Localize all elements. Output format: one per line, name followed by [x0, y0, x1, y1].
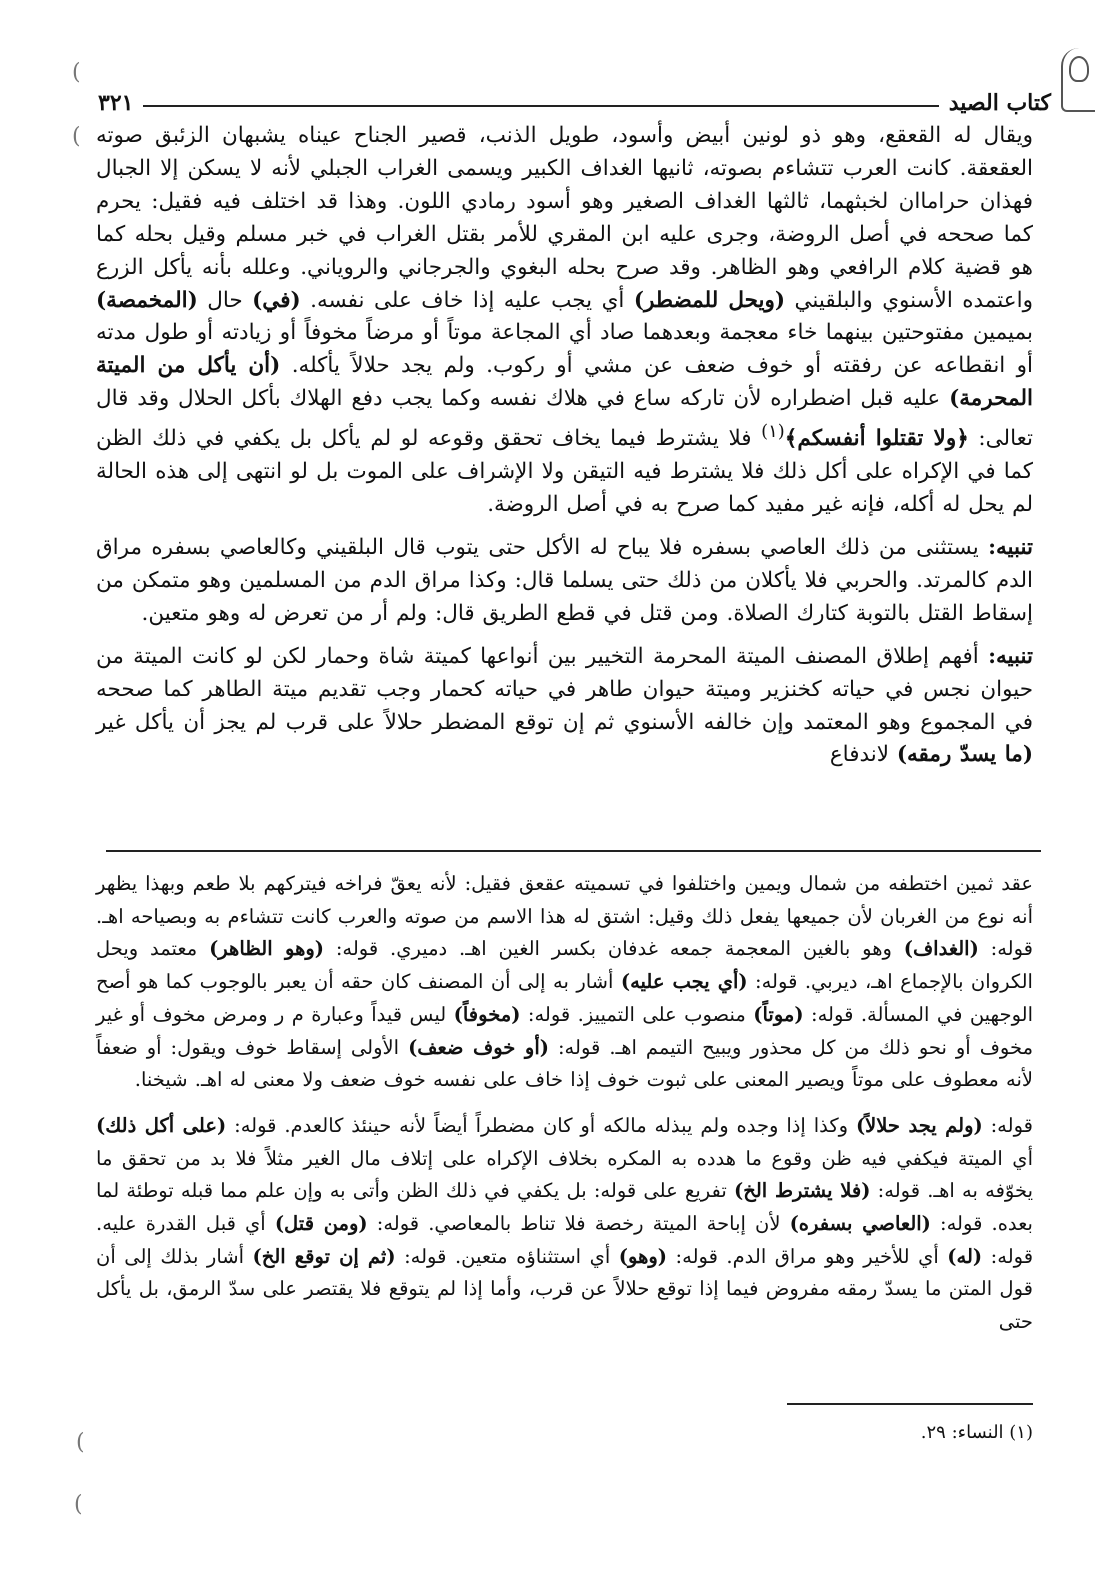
bold-term: (وهو الظاهر): [209, 937, 325, 961]
bold-term: (فلا يشترط الخ): [734, 1179, 871, 1203]
bold-term: (وهو): [618, 1244, 668, 1268]
bold-term: (على أكل ذلك): [96, 1113, 227, 1137]
note-paragraph: [96, 641, 1033, 773]
text-run: أي الميتة فيكفي فيه ظن وقوع ما هدده به المكره بخلاف الإكراه على إتلاف مال الغير مثلاً فلا بد من تحقق ما يخوّفه به اهـ. قوله:: [96, 1146, 1033, 1203]
text-run: ويقال له القعقع، وهو ذو لونين أبيض وأسود، طويل الذنب، قصير الجناح عيناه يشبهان الزئبق صوته العقعقة. كانت العرب تتشاءم بصوته، ثانيها الغداف الكبير ويسمى الغراب الجبلي لأنه لا يسكن إلا الجبال فهذان حراماان لخبثهما، ثالثها الغداف الصغير وهو أسود رمادي اللون. وهذا قد اختلف فيه فقيل: يحرم كما صححه في أصل الروضة، وجرى عليه ابن المقري للأمر بقتل الغراب في خبر مسلم وقيل بحله كما هو قضية كلام الرافعي وهو الظاهر. وقد صرح بحله البغوي والجرجاني والروياني. وعلله بأنه يأكل الزرع واعتمده الأسنوي والبلقيني: [96, 123, 1033, 313]
bold-term: (له): [947, 1244, 983, 1268]
text-run: بميمين مفتوحتين بينهما خاء معجمة وبعدهما صاد أي المجاعة موتاً أو مرضاً مخوفاً أو زيادته أو طول مدته أو انقطاعه عن رفقته أو خوف ضعف عن مشي أو ركوب. ولم يجد حلالاً يأكله.: [96, 320, 1033, 379]
bold-term: (أي يجب عليه): [620, 970, 748, 994]
text-run: وكذا إذا وجده ولم يبذله مالكه أو كان مضطراً أيضاً لأنه حينئذ كالعدم. قوله:: [234, 1113, 849, 1137]
quran-quote: ﴿ولا تقتلوا أنفسكم﴾: [784, 426, 969, 452]
main-text: [96, 120, 1033, 772]
text-run: أي استثناؤه متعين. قوله:: [404, 1244, 611, 1268]
text-run: أي للأخير وهو مراق الدم. قوله:: [675, 1244, 939, 1268]
text-run: تفريع على قوله: بل يكفي في ذلك الظن وأتى به وإن علم مما قبله توطئة لما بعده. قوله:: [96, 1179, 1033, 1236]
text-run: منصوب على التمييز. قوله:: [527, 1002, 746, 1026]
commentary-paragraph: [96, 868, 1033, 1097]
bold-term: (موتاً): [753, 1002, 804, 1026]
text-run: عليه قبل اضطراره لأن تاركه ساع في هلاك نفسه وكما يجب دفع الهلاك بأكل الحلال وقد قال تعالى:: [96, 386, 1034, 452]
bold-term: (الغداف): [903, 937, 979, 961]
page-number: ٣٢١: [98, 90, 134, 116]
bold-term: (أو خوف ضعف): [408, 1035, 549, 1059]
note-label: تنبيه:: [988, 643, 1033, 669]
text-run: معتمد ويحل الكروان بالإجماع اهـ، ديربي. قوله:: [96, 937, 1033, 994]
footnote-ref: (١): [761, 421, 785, 443]
margin-mark-left-lower: (: [76, 1430, 85, 1455]
footnote: (١) النساء: ٢٩.: [920, 1422, 1033, 1443]
footnote-separator: [787, 1403, 1033, 1405]
text-run: أشار به إلى أن المصنف كان حقه أن يعبر بالوجوب كما هو أصح الوجهين في المسألة. قوله:: [96, 970, 1034, 1026]
commentary-text: [96, 868, 1033, 1339]
margin-mark-bottom-left: (: [74, 1492, 83, 1517]
header-rule: [143, 105, 938, 107]
margin-mark-left-upper: (: [72, 124, 81, 149]
page-header: [98, 86, 1051, 120]
text-run: عقد ثمين اختطفه من شمال ويمين واختلفوا في تسميته عقعق فقيل: لأنه يعقّ فراخه فيتركهم بلا طعم وبهذا يظهر أنه نوع من الغربان لأن جميعها يفعل ذلك وقيل: اشتق له هذا الاسم من صوته والعرب كانت تتشاءم به وبصياحه اهـ. قوله:: [96, 872, 1034, 961]
text-run: حال: [207, 287, 243, 313]
text-run: لأن إباحة الميتة رخصة فلا تناط بالمعاصي. قوله:: [376, 1212, 781, 1236]
text-run: فلا يشترط فيما يخاف تحقق وقوعه لو لم يأكل بل يكفي في ذلك الظن كما في الإكراه على أكل ذلك فلا يشترط فيه التيقن ولا الإشراف على الموت بل لو انتهى إلى هذه الحالة لم يحل له أكله، فإنه غير مفيد كما صرح به في أصل الروضة.: [96, 426, 1033, 518]
text-run: أي قبل القدرة عليه. قوله:: [96, 1212, 1034, 1268]
commentary-paragraph: [96, 1110, 1033, 1339]
bold-term: (المخمصة): [96, 287, 198, 313]
text-run: أي يجب عليه إذا خاف على نفسه.: [310, 287, 625, 313]
text-run: أفهم إطلاق المصنف الميتة المحرمة التخيير بين أنواعها كميتة شاة وحمار لكن لو كانت الميتة من حيوان نجس في حياته كخنزير وميتة حيوان طاهر في حياته كحمار وجب تقديم ميتة الطاهر كما صححه في المجموع وهو المعتمد وإن خالفه الأسنوي ثم إن توقع المضطر حلالاً على قرب لم يجز أن يأكل غير: [96, 643, 1033, 735]
text-run: يستثنى من ذلك العاصي بسفره فلا يباح له الأكل حتى يتوب قال البلقيني وكالعاصي بسفره مراق الدم كالمرتد. والحربي فلا يأكلان من ذلك حتى يسلما قال: وكذا مراق الدم من المسلمين وهو متمكن من إسقاط القتل بالتوبة كتارك الصلاة. ومن قتل في قطع الطريق قال: ولم أر من تعرض له وهو متعين.: [96, 535, 1033, 626]
running-title: كتاب الصيد: [948, 90, 1051, 116]
bold-term: (ما يسدّ رمقه): [896, 742, 1033, 768]
main-paragraph: [96, 120, 1033, 522]
margin-mark-top-left: (: [72, 60, 81, 85]
corner-ornament: [1061, 48, 1095, 112]
bold-term: (في): [252, 287, 301, 313]
bold-term: (أن يأكل من الميتة المحرمة): [96, 353, 1033, 412]
text-run: الأولى إسقاط خوف ويقول: أو ضعفاً لأنه معطوف على موتاً ويصير المعنى على ثبوت خوف إذا خاف على نفسه خوف ضعف ولا معنى له اهـ. شيخنا.: [96, 1035, 1033, 1092]
text-run: لاندفاع: [829, 742, 890, 768]
text-run: أشار بذلك إلى أن قول المتن ما يسدّ رمقه مفروض فيما إذا توقع حلالاً عن قرب، وأما إذا لم يتوقع فلا يقتصر على سدّ الرمق، بل يأكل حتى: [96, 1244, 1033, 1334]
note-paragraph: [96, 532, 1033, 631]
text-run: ليس قيداً وعبارة م ر ومرض مخوف أو غير مخوف أو نحو ذلك من كل محذور ويبيح التيمم اهـ. قوله:: [96, 1002, 1034, 1059]
text-run: وهو بالغين المعجمة جمعه غدفان بكسر الغين اهـ. دميري. قوله:: [335, 937, 892, 961]
bold-term: (مخوفاً): [453, 1002, 521, 1026]
text-run: قوله:: [990, 1113, 1033, 1137]
note-label: تنبيه:: [988, 535, 1033, 561]
bold-term: (العاصي بسفره): [789, 1212, 931, 1236]
bold-term: (ويحل للمضطر): [633, 287, 786, 313]
commentary-separator: [106, 850, 1041, 852]
bold-term: (ومن قتل): [274, 1212, 368, 1236]
bold-term: (ثم إن توقع الخ): [252, 1244, 396, 1268]
bold-term: (ولم يجد حلالاً): [855, 1113, 983, 1137]
